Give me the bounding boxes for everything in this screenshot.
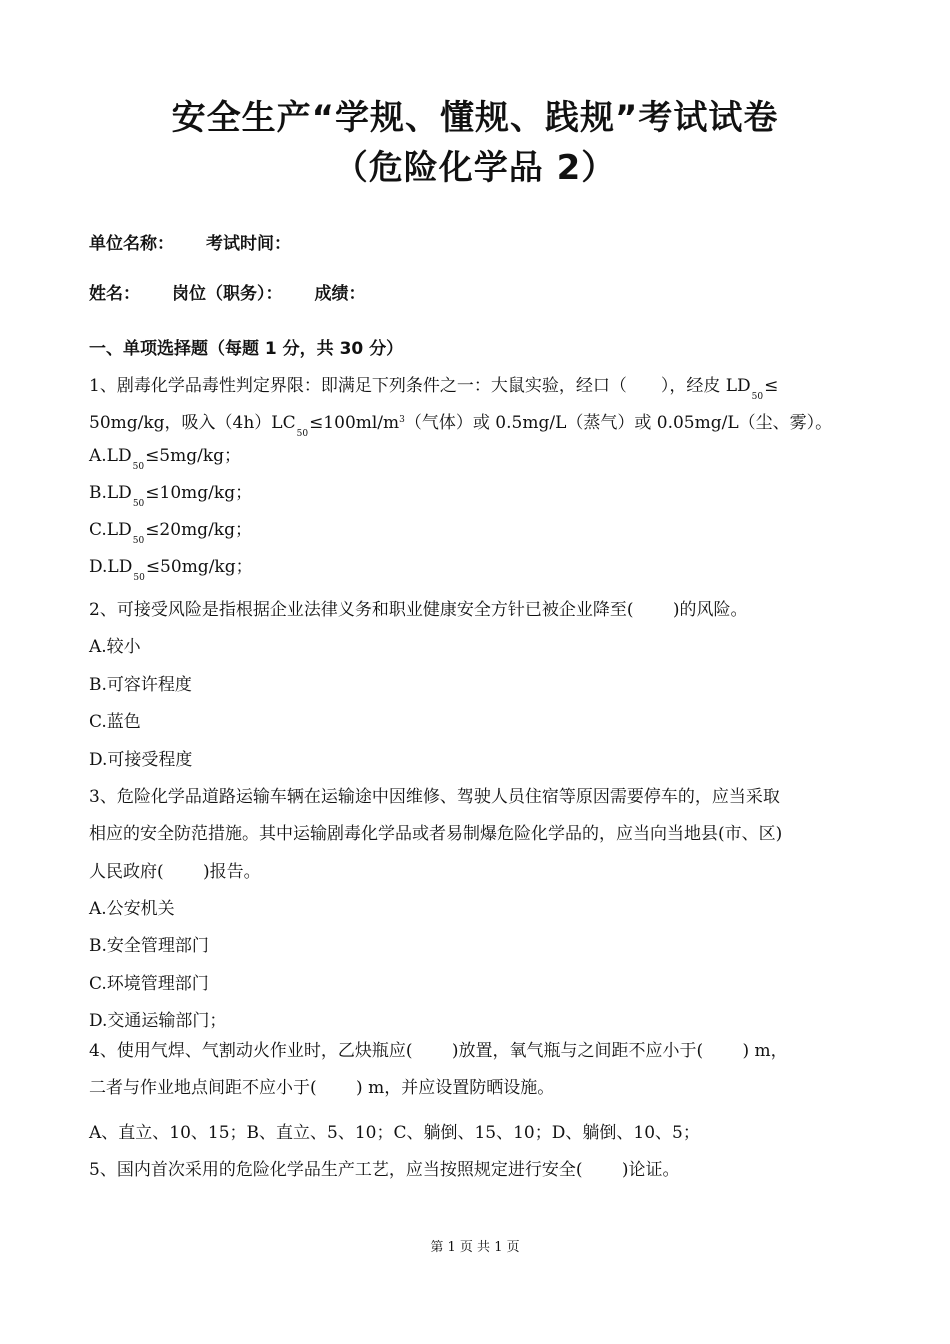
question-3-line-2: 相应的安全防范措施。其中运输剧毒化学品或者易制爆危险化学品的，应当向当地县(市、区): [89, 824, 783, 844]
question-3-line-3: 人民政府( )报告。: [89, 862, 261, 882]
question-2-option-c: C.蓝色: [89, 712, 141, 732]
page-footer: 第 1 页 共 1 页: [430, 1240, 520, 1255]
name-label: 姓名：: [89, 284, 140, 304]
question-3-option-a: A.公安机关: [89, 899, 175, 919]
question-2-option-a: A.较小: [89, 637, 141, 657]
question-1-option-b: $B.LD_{50}\le 10mg/kg$；: [89, 483, 253, 509]
question-4-options: A、直立、10、15；B、直立、5、10；C、躺倒、15、10；D、躺倒、10、5；: [89, 1123, 700, 1143]
question-1-option-c: $C.LD_{50}\le 20mg/kg$；: [89, 520, 252, 546]
section-heading: 一、单项选择题（每题 1 分，共 30 分）: [89, 339, 404, 359]
question-5-text: 5、国内首次采用的危险化学品生产工艺，应当按照规定进行安全( )论证。: [89, 1160, 680, 1180]
score-label: 成绩：: [314, 284, 366, 304]
exam-subtitle: （危险化学品 2）: [333, 148, 617, 188]
exam-title: 安全生产“学规、懂规、践规”考试试卷: [171, 98, 779, 138]
question-2-option-b: B.可容许程度: [89, 675, 192, 695]
question-4-line-1: 4、使用气焊、气割动火作业时，乙炔瓶应( )放置，氧气瓶与之间距不应小于( ) m，: [89, 1041, 788, 1061]
exam-time-label: 考试时间：: [206, 234, 291, 254]
question-3-line-1: 3、危险化学品道路运输车辆在运输途中因维修、驾驶人员住宿等原因需要停车的，应当采取: [89, 787, 780, 807]
post-label: 岗位（职务）：: [172, 284, 283, 304]
question-3-option-b: B.安全管理部门: [89, 936, 209, 956]
question-1-line-1: 1、剧毒化学品毒性判定界限：即满足下列条件之一：大鼠实验，经口（ ），经皮 $LD_{50}\le$: [89, 376, 779, 402]
question-4-line-2: 二者与作业地点间距不应小于( ) m，并应设置防晒设施。: [89, 1078, 555, 1098]
question-2-text: 2、可接受风险是指根据企业法律义务和职业健康安全方针已被企业降至( )的风险。: [89, 600, 748, 620]
question-1-option-a: $A.LD_{50}\le 5mg/kg$；: [89, 446, 242, 472]
question-3-option-c: C.环境管理部门: [89, 974, 209, 994]
question-2-option-d: D.可接受程度: [89, 750, 193, 770]
question-1-option-d: $D.LD_{50}\le 50mg/kg$；: [89, 557, 253, 583]
info-row-1: [89, 229, 323, 254]
unit-name-label: 单位名称：: [89, 234, 174, 254]
question-3-option-d: D.交通运输部门；: [89, 1011, 227, 1031]
question-1-line-2: 50mg/kg，吸入$(4h)LC_{50}\le 100ml/m^3$（气体）或 0.5mg/L（蒸气）或 0.05mg/L（尘、雾）。: [89, 413, 833, 439]
info-row-2: [89, 279, 398, 304]
